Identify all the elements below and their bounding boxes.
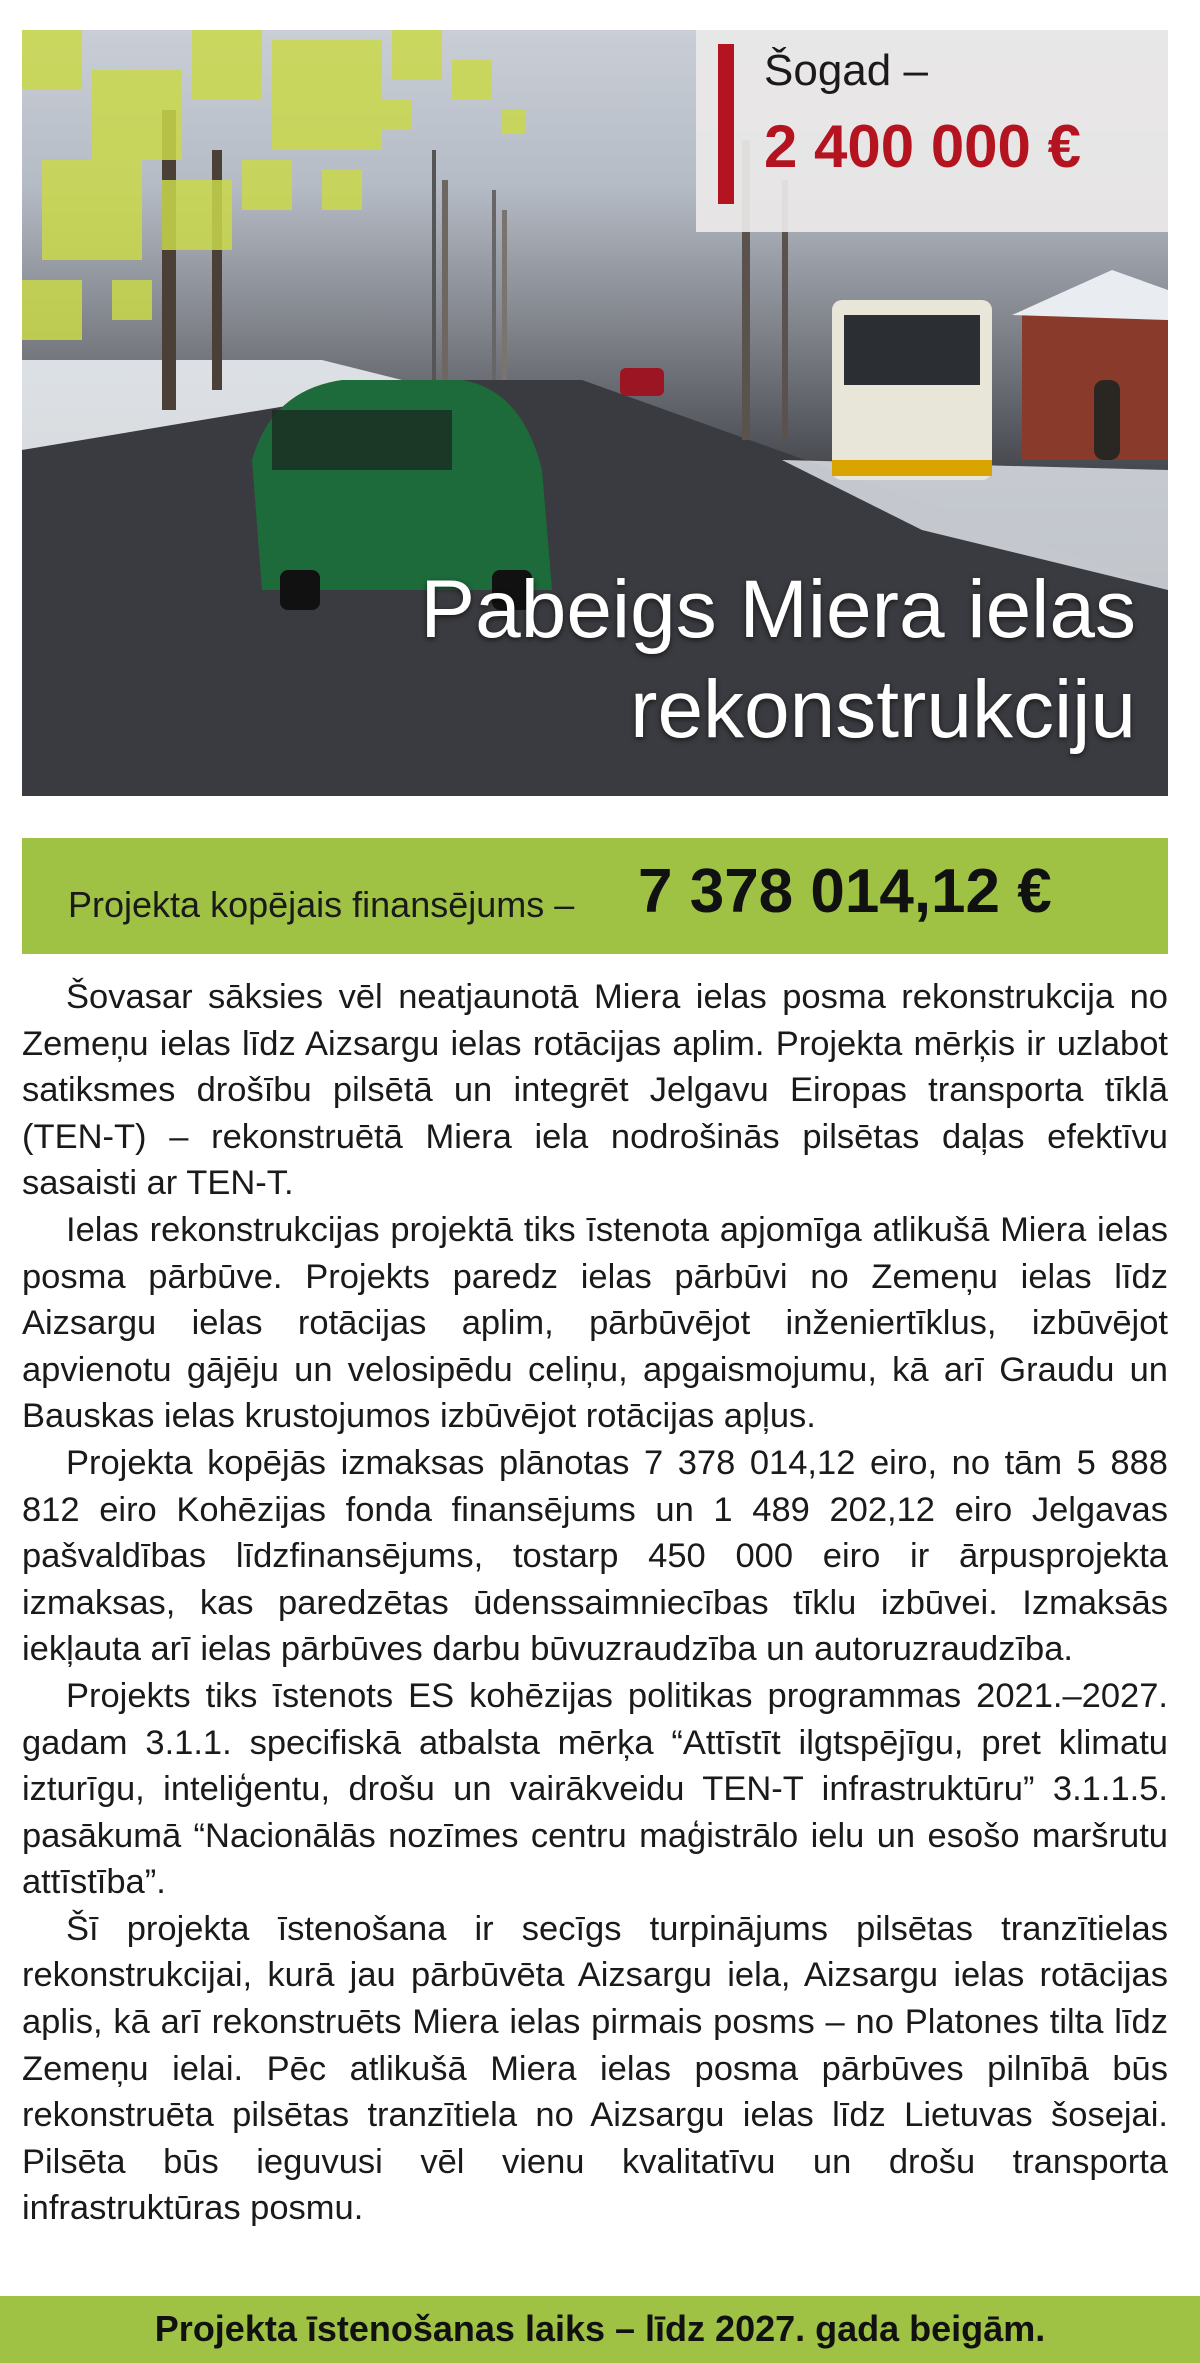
paragraph: Projekts tiks īstenots ES kohēzijas politikas programmas 2021.–2027. gadam 3.1.1. specifiskā atbalsta mērķa “Attīstīt ilgtspējīgu, pret klimatu izturīgu, inteliģentu, drošu un vairākveidu TEN-T infrastruktūru” 3.1.1.5. pasākumā “Nacionālās nozīmes centru maģistrālo ielu un esošo maršrutu attīstība”. <box>22 1676 1168 1902</box>
total-funding-amount: 7 378 014,12 € <box>638 857 1052 926</box>
decorative-squares <box>22 30 542 390</box>
total-funding-bar <box>22 838 1168 954</box>
total-funding-label: Projekta kopējais finansējums – <box>68 884 575 925</box>
hero-photo <box>22 30 1168 796</box>
badge-amount: 2 400 000 € <box>764 113 1081 180</box>
timeline-text: Projekta īstenošanas laiks – līdz 2027. gada beigām. <box>154 2308 1046 2349</box>
badge-accent-bar <box>718 44 734 204</box>
badge-label: Šogad – <box>764 46 928 95</box>
paragraph: Šī projekta īstenošana ir secīgs turpinājums pilsētas tranzītielas rekonstrukcijai, kurā jau pārbūvēta Aizsargu iela, Aizsargu ielas rotācijas aplis, kā arī rekonstruēts Miera ielas pirmais posms – no Platones tilta līdz Zemeņu ielai. Pēc atlikušā Miera ielas posma pārbūves pilnībā būs rekonstruēta pilsētas tranzītiela no Aizsargu ielas līdz Lietuvas šosejai. Pilsēta būs ieguvusi vēl vienu kvalitatīvu un drošu transporta infrastruktūras posmu. <box>22 1909 1168 2228</box>
timeline-footer <box>0 2296 1200 2363</box>
headline-line1: Pabeigs Miera ielas <box>420 564 1136 655</box>
funding-year-badge <box>696 30 1168 232</box>
paragraph: Projekta kopējās izmaksas plānotas 7 378 014,12 eiro, no tām 5 888 812 eiro Kohēzijas fonda finansējums un 1 489 202,12 eiro Jelgavas pašvaldības līdzfinansējums, tostarp 450 000 eiro ir ārpusprojekta izmaksas, kas paredzētas ūdenssaimniecības tīklu izbūvei. Izmaksās iekļauta arī ielas pārbūves darbu būvuzraudzība un autoruzraudzība. <box>22 1443 1168 1669</box>
article-body <box>22 974 1168 2232</box>
headline-line2: rekonstrukciju <box>630 664 1136 755</box>
paragraph: Ielas rekonstrukcijas projektā tiks īstenota apjomīga atlikušā Miera ielas posma pārbūve. Projekts paredz ielas pārbūvi no Zemeņu ielas līdz Aizsargu ielas rotācijas aplim, pārbūvējot inženiertīklus, izbūvējot apvienotu gājēju un velosipēdu celiņu, apgaismojumu, kā arī Graudu un Bauskas ielas krustojumos izbūvējot rotācijas apļus. <box>22 1210 1168 1436</box>
headline <box>236 560 1136 760</box>
paragraph: Šovasar sāksies vēl neatjaunotā Miera ielas posma rekonstrukcija no Zemeņu ielas līdz Aizsargu ielas rotācijas aplim. Projekta mērķis ir uzlabot satiksmes drošību pilsētā un integrēt Jelgavu Eiropas transporta tīklā (TEN-T) – rekonstruētā Miera iela nodrošinās pilsētas daļas efektīvu sasaisti ar TEN-T. <box>22 978 1168 1203</box>
